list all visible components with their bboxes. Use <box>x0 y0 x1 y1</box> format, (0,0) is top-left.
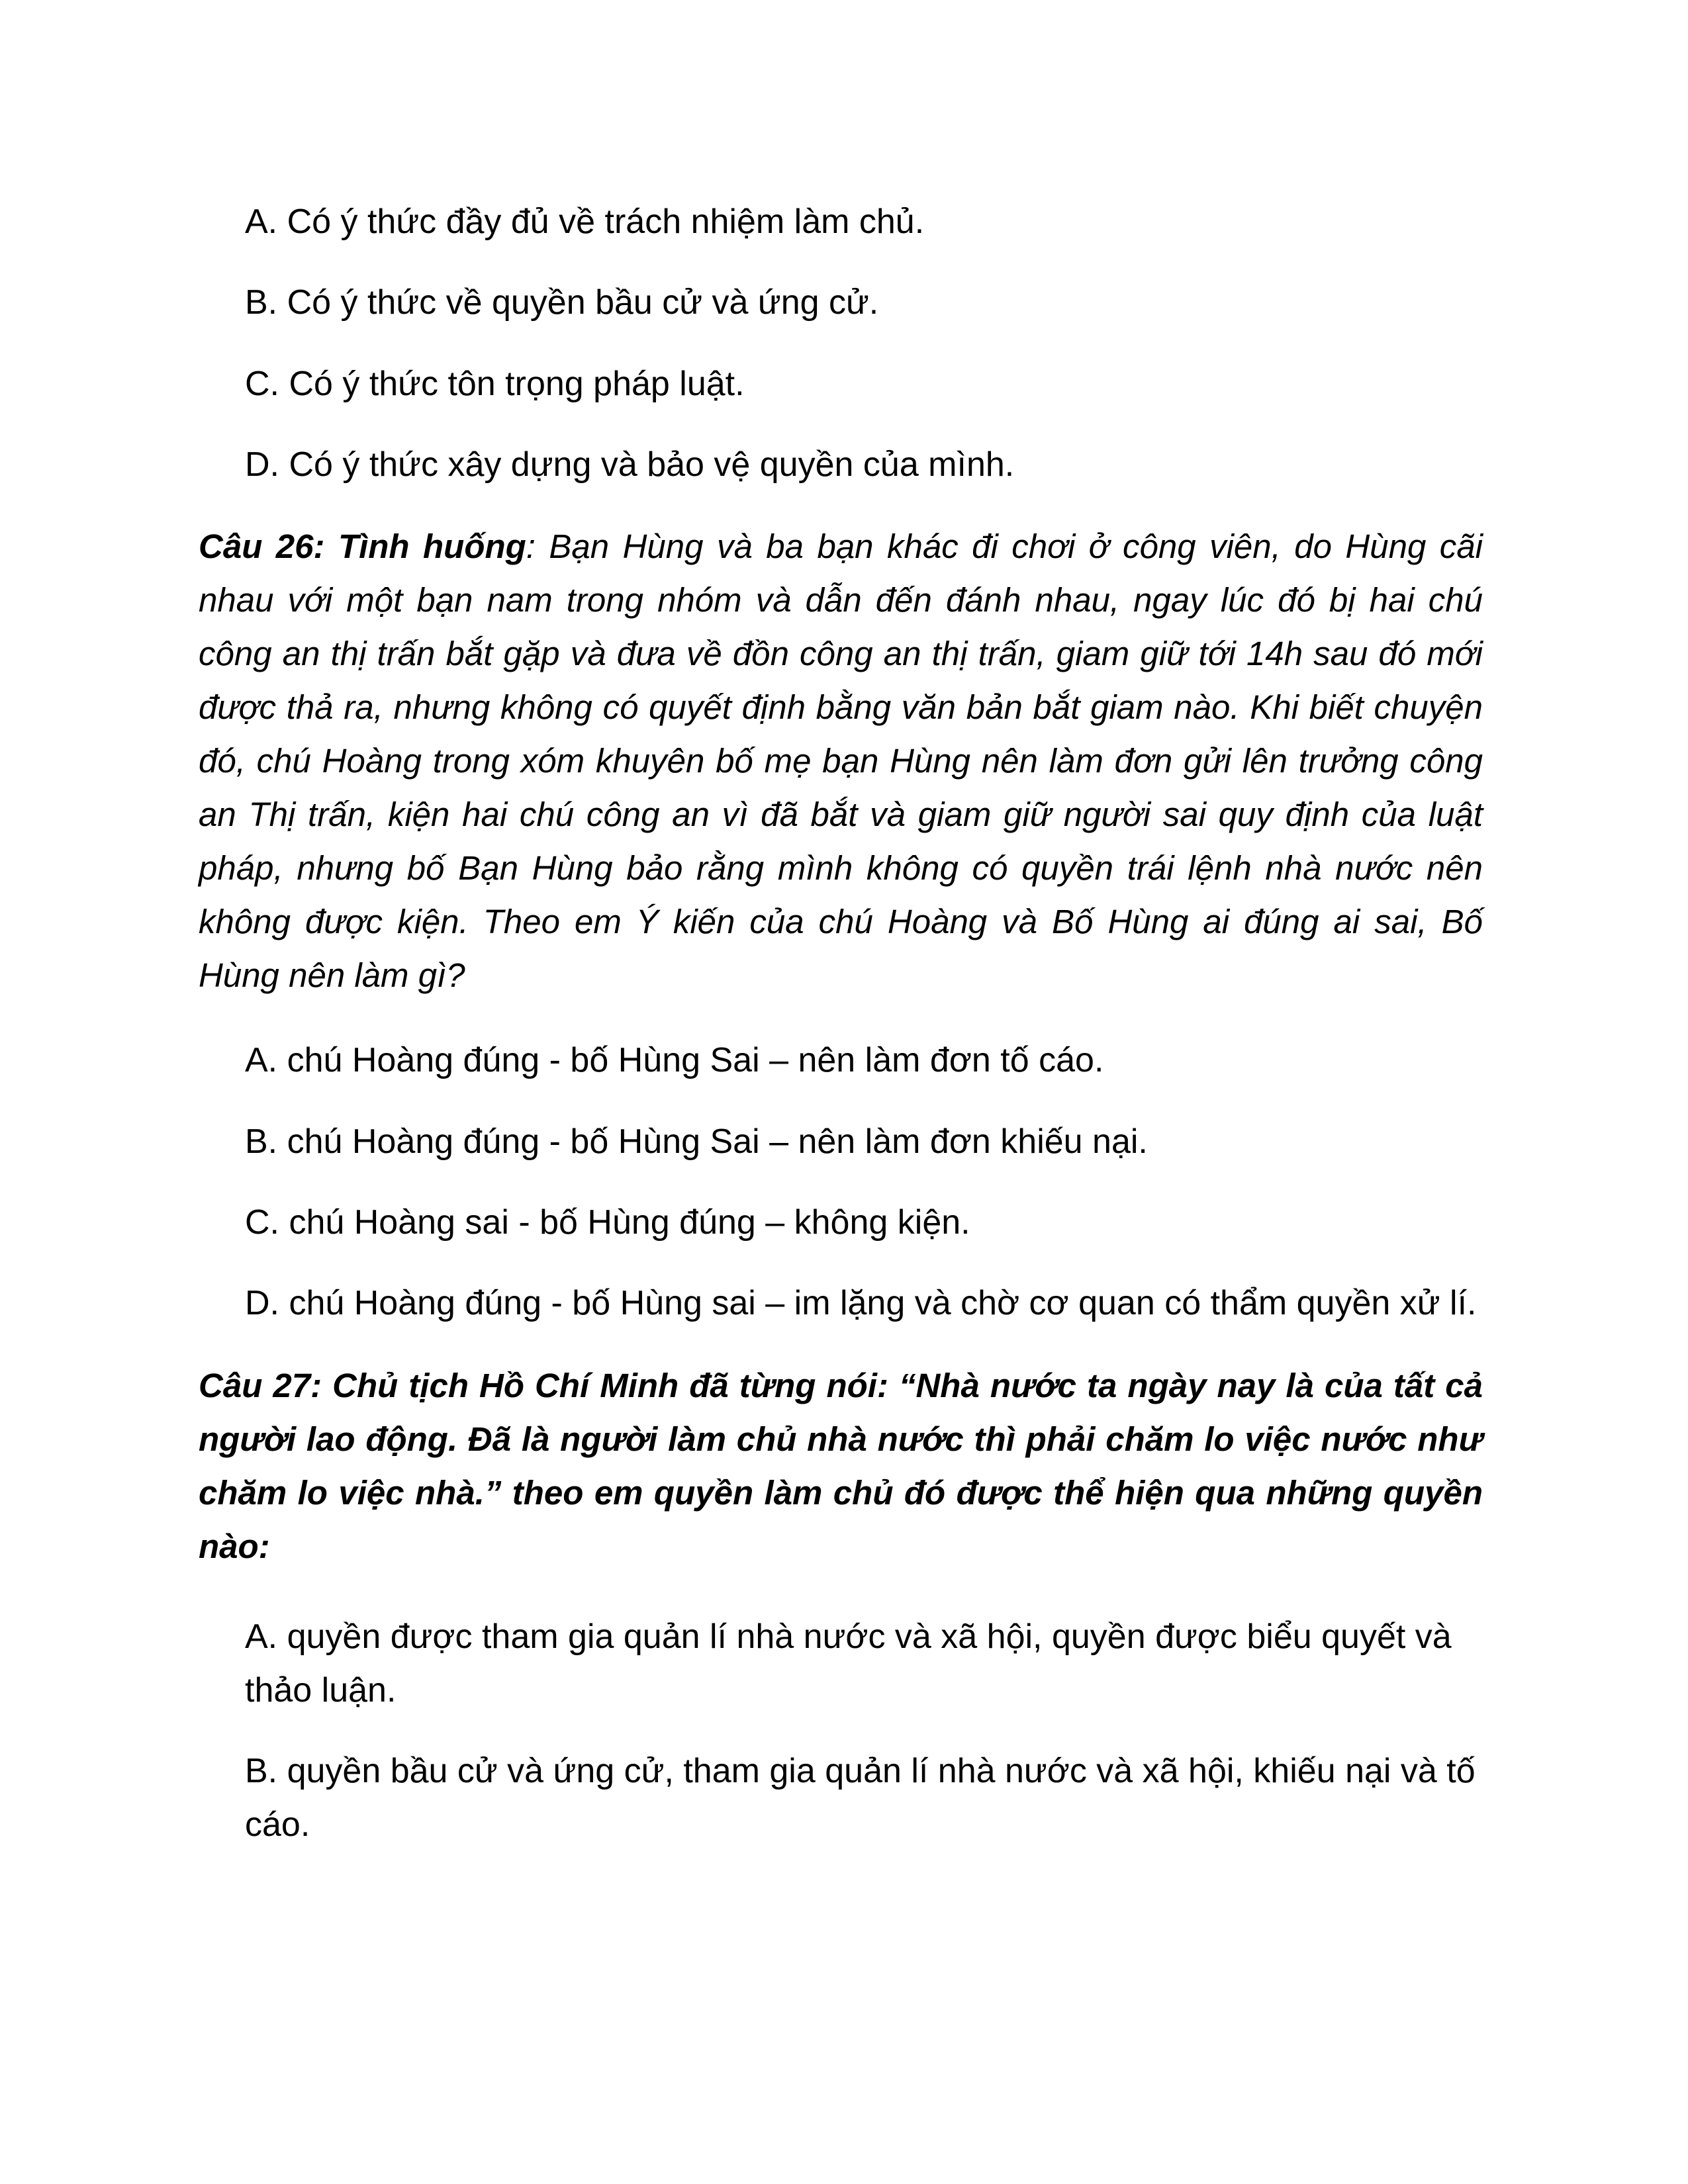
q26-option-c: C. chú Hoàng sai - bố Hùng đúng – không kiện. <box>245 1203 970 1242</box>
q25-option-a: A. Có ý thức đầy đủ về trách nhiệm làm chủ. <box>245 203 925 241</box>
question-26 <box>199 520 1483 1002</box>
q26-option-b: B. chú Hoàng đúng - bố Hùng Sai – nên làm đơn khiếu nại. <box>245 1122 1148 1161</box>
question-26-label: Câu 26: Tình huống <box>199 527 526 565</box>
q26-option-a: A. chú Hoàng đúng - bố Hùng Sai – nên làm đơn tố cáo. <box>245 1041 1104 1079</box>
q25-option-b: B. Có ý thức về quyền bầu cử và ứng cử. <box>245 283 879 322</box>
question-26-text: : Bạn Hùng và ba bạn khác đi chơi ở công viên, do Hùng cãi nhau với một bạn nam trong nhóm và dẫn đến đánh nhau, ngay lúc đó bị hai chú công an thị trấn bắt gặp và đưa về đồn công an thị trấn, giam giữ tới 14h sau đó mới được thả ra, nhưng không có quyết định bằng văn bản bắt giam nào. Khi biết chuyện đó, chú Hoàng trong xóm khuyên bố mẹ bạn Hùng nên làm đơn gửi lên trưởng công an Thị trấn, kiện hai chú công an vì đã bắt và giam giữ người sai quy định của luật pháp, nhưng bố Bạn Hùng bảo rằng mình không có quyền trái lệnh nhà nước nên không được kiện. Theo em Ý kiến của chú Hoàng và Bố Hùng ai đúng ai sai, Bố Hùng nên làm gì? <box>199 527 1483 994</box>
question-27: Câu 27: Chủ tịch Hồ Chí Minh đã từng nói: “Nhà nước ta ngày nay là của tất cả người lao động. Đã là người làm chủ nhà nước thì phải chăm lo việc nước như chăm lo việc nhà.” theo em quyền làm chủ đó được thể hiện qua những quyền nào: <box>199 1367 1483 1565</box>
q25-option-c: C. Có ý thức tôn trọng pháp luật. <box>245 365 745 403</box>
q27-option-b: B. quyền bầu cử và ứng cử, tham gia quản lí nhà nước và xã hội, khiếu nại và tố cáo. <box>245 1752 1476 1844</box>
q26-option-d: D. chú Hoàng đúng - bố Hùng sai – im lặng và chờ cơ quan có thẩm quyền xử lí. <box>245 1284 1477 1322</box>
q25-option-d: D. Có ý thức xây dựng và bảo vệ quyền của mình. <box>245 445 1015 484</box>
q27-option-a: A. quyền được tham gia quản lí nhà nước và xã hội, quyền được biểu quyết và thảo luận. <box>245 1617 1452 1709</box>
